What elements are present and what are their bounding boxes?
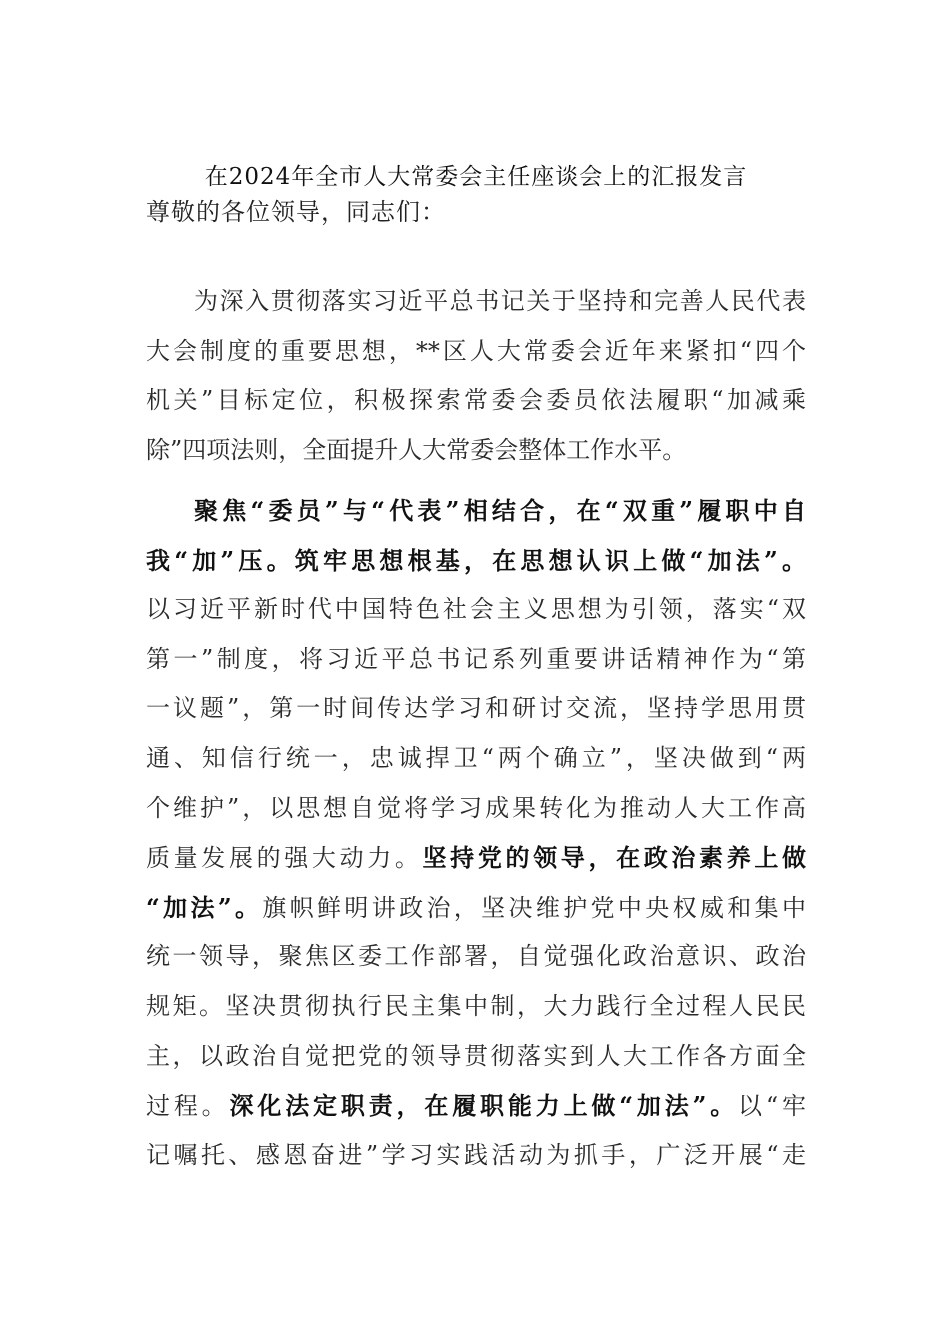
body-line xyxy=(146,1081,806,1131)
body-text: 过程。 xyxy=(146,1092,230,1121)
body-line: 一议题”，第一时间传达学习和研讨交流，坚持学思用贯 xyxy=(146,694,806,723)
body-line xyxy=(146,883,806,933)
body-line: 第一”制度，将习近平总书记系列重要讲话精神作为“第 xyxy=(146,644,806,673)
intro-line: 大会制度的重要思想，**区人大常委会近年来紧扣“四个 xyxy=(146,336,806,365)
body-line: 通、知信行统一，忠诚捍卫“两个确立”，坚决做到“两 xyxy=(146,743,806,772)
subheading-text: 深化法定职责，在履职能力上做“加法”。 xyxy=(229,1091,739,1121)
intro-line: 为深入贯彻落实习近平总书记关于坚持和完善人民代表 xyxy=(194,287,806,315)
body-line: 主，以政治自觉把党的领导贯彻落实到人大工作各方面全 xyxy=(146,1041,806,1070)
section-heading-line: 聚焦“委员”与“代表”相结合，在“双重”履职中自 xyxy=(194,496,806,525)
section-heading-line: 我“加”压。筑牢思想根基，在思想认识上做“加法”。 xyxy=(146,545,806,575)
body-line: 以习近平新时代中国特色社会主义思想为引领，落实“双 xyxy=(146,595,806,624)
body-line: 统一领导，聚焦区委工作部署，自觉强化政治意识、政治 xyxy=(146,942,806,971)
section-paragraph xyxy=(146,486,806,1180)
document-title: 在2024年全市人大常委会主任座谈会上的汇报发言 xyxy=(204,164,748,190)
body-line: 记嘱托、感恩奋进”学习实践活动为抓手，广泛开展“走 xyxy=(146,1140,806,1169)
intro-line: 除”四项法则，全面提升人大常委会整体工作水平。 xyxy=(146,435,687,464)
body-text: 质量发展的强大动力。 xyxy=(146,844,423,873)
salutation: 尊敬的各位领导，同志们： xyxy=(146,198,446,226)
intro-paragraph xyxy=(146,277,806,475)
subheading-text: “加法”。 xyxy=(146,892,263,922)
body-line: 个维护”，以思想自觉将学习成果转化为推动人大工作高 xyxy=(146,793,806,822)
body-text: 旗帜鲜明讲政治，坚决维护党中央权威和集中 xyxy=(262,893,807,922)
intro-line: 机关”目标定位，积极探索常委会委员依法履职“加减乘 xyxy=(146,386,806,415)
body-line: 规矩。坚决贯彻执行民主集中制，大力践行全过程人民民 xyxy=(146,991,806,1020)
body-line xyxy=(146,833,806,883)
subheading-text: 坚持党的领导，在政治素养上做 xyxy=(422,843,807,873)
body-text: 以“牢 xyxy=(738,1092,806,1121)
